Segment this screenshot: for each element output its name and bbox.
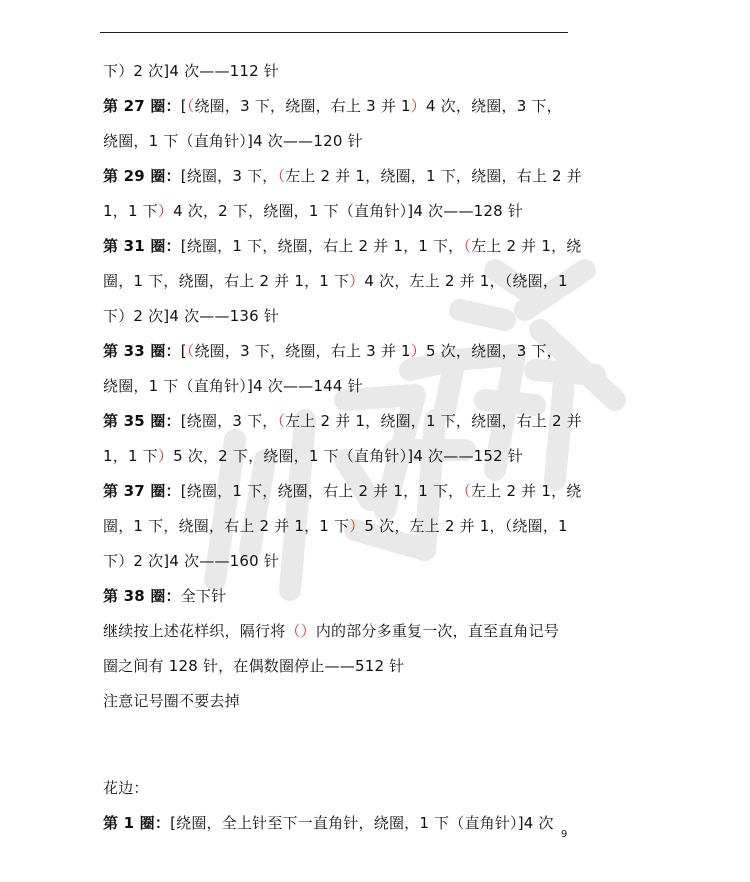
paren-open: （ [277, 167, 286, 185]
row-label: 第 35 圈： [103, 412, 181, 430]
text: 圈，1 下，绕圈，右上 2 并 1，1 下 [103, 517, 350, 535]
text: 全下针 [180, 587, 227, 605]
text: 花边： [103, 779, 149, 797]
text: 左上 2 并 1，绕圈，1 下，绕圈，右上 2 并 [285, 167, 582, 185]
text: [绕圈，全上针至下一直角针，绕圈，1 下（直角针）]4 次 [170, 814, 554, 832]
text: 绕圈，3 下，绕圈，右上 3 并 1 [194, 342, 411, 360]
row-label: 第 33 圈： [103, 342, 181, 360]
paren-open: （ [463, 237, 472, 255]
text: [绕圈，1 下，绕圈，右上 2 并 1，1 下， [180, 237, 464, 255]
text-line [103, 688, 573, 723]
paren-close: ） [410, 342, 426, 360]
row-label: 第 37 圈： [103, 482, 181, 500]
text: [ [180, 97, 187, 115]
row-label: 第 31 圈： [103, 237, 181, 255]
text: [绕圈，3 下， [180, 167, 278, 185]
header-rule [100, 32, 568, 33]
text-line [103, 513, 573, 548]
paren-open: （ [463, 482, 472, 500]
row-instruction-edge-1 [103, 810, 573, 845]
text-line [103, 373, 573, 408]
paren-open: （ [186, 97, 195, 115]
row-label: 第 38 圈： [103, 587, 181, 605]
text: 左上 2 并 1，绕 [471, 237, 582, 255]
text-line [103, 443, 573, 478]
paren-close: ） [157, 447, 174, 465]
text: 绕圈，1 下（直角针）]4 次——120 针 [103, 132, 363, 150]
paren-close: ） [410, 97, 426, 115]
text: 注意记号圈不要去掉 [103, 692, 240, 710]
row-instruction-35 [103, 408, 582, 443]
paren-close: ） [300, 622, 316, 640]
row-instruction-33 [103, 338, 573, 373]
text-line [103, 198, 573, 233]
text: 4 次，绕圈，3 下， [426, 97, 562, 115]
paren-close: ） [157, 202, 174, 220]
paren-open: （ [186, 342, 195, 360]
text-line [103, 653, 573, 688]
text: 下）2 次]4 次——160 针 [103, 552, 280, 570]
row-instruction-31 [103, 233, 582, 268]
row-instruction-29 [103, 163, 582, 198]
text: 1，1 下 [103, 447, 158, 465]
text: 左上 2 并 1，绕 [471, 482, 582, 500]
row-instruction-27 [103, 93, 573, 128]
text-line [103, 58, 573, 93]
text-line [103, 548, 573, 583]
text: 内的部分多重复一次，直至直角记号 [315, 622, 560, 640]
text: 下）2 次]4 次——136 针 [103, 307, 280, 325]
text-line [103, 618, 573, 653]
paren-close: ） [349, 272, 365, 290]
row-label: 第 29 圈： [103, 167, 181, 185]
paren-close: ） [349, 517, 365, 535]
row-label: 第 1 圈： [103, 814, 171, 832]
text-line [103, 303, 573, 338]
text-line [103, 268, 573, 303]
text: 继续按上述花样织，隔行将 [103, 622, 286, 640]
paren-open: （ [277, 412, 286, 430]
text: 5 次，绕圈，3 下， [426, 342, 562, 360]
section-heading [103, 775, 573, 810]
text: 圈之间有 128 针，在偶数圈停止——512 针 [103, 657, 405, 675]
document-body [103, 58, 582, 845]
text: 绕圈，3 下，绕圈，右上 3 并 1 [194, 97, 411, 115]
text: 1，1 下 [103, 202, 158, 220]
text: 4 次，2 下，绕圈，1 下（直角针）]4 次——128 针 [173, 202, 524, 220]
text: 绕圈，1 下（直角针）]4 次——144 针 [103, 377, 363, 395]
text: 下）2 次]4 次——112 针 [103, 62, 280, 80]
text: [绕圈，1 下，绕圈，右上 2 并 1，1 下， [180, 482, 464, 500]
text: 4 次，左上 2 并 1，（绕圈，1 [364, 272, 568, 290]
page-number: 9 [561, 829, 568, 840]
text: 圈，1 下，绕圈，右上 2 并 1，1 下 [103, 272, 350, 290]
spacer [103, 723, 573, 775]
text: 5 次，左上 2 并 1，（绕圈，1 [364, 517, 568, 535]
row-instruction-38 [103, 583, 573, 618]
text-line [103, 128, 573, 163]
text: [绕圈，3 下， [180, 412, 278, 430]
row-instruction-37 [103, 478, 582, 513]
text: 左上 2 并 1，绕圈，1 下，绕圈，右上 2 并 [285, 412, 582, 430]
text: [ [180, 342, 187, 360]
paren-open: （ [285, 622, 301, 640]
row-label: 第 27 圈： [103, 97, 181, 115]
text: 5 次，2 下，绕圈，1 下（直角针）]4 次——152 针 [173, 447, 524, 465]
